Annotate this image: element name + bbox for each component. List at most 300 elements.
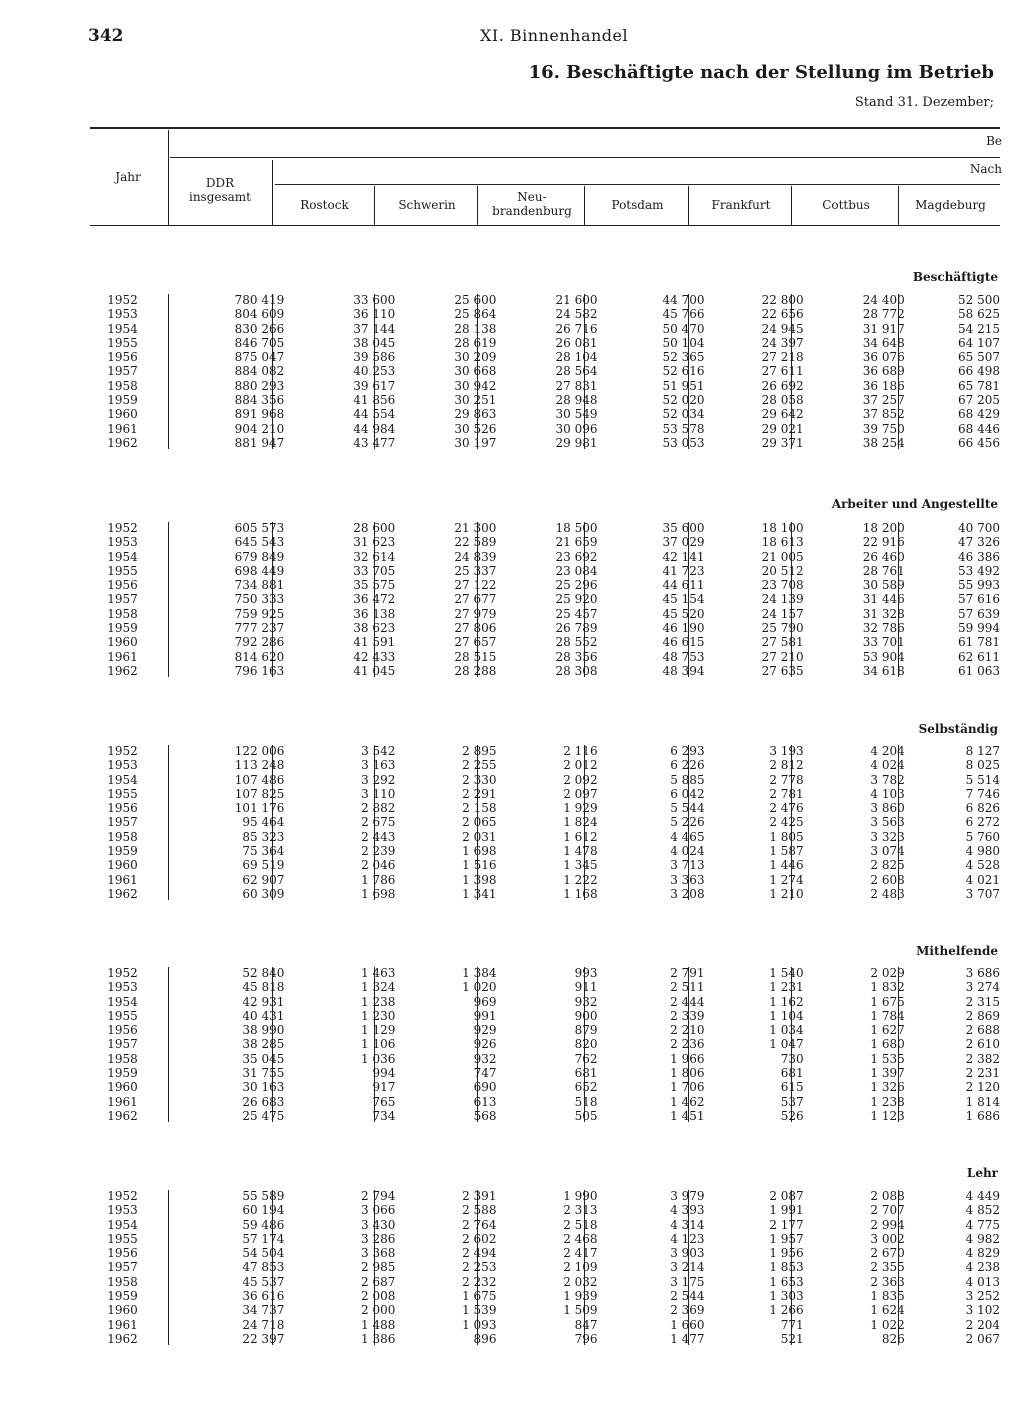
year-cell: 1956 <box>107 578 138 593</box>
value-cell: 31 328 <box>862 606 905 621</box>
value-cell: 55 589 <box>242 1189 285 1203</box>
value-cell: 2 067 <box>965 1331 1000 1346</box>
year-cell: 1955 <box>107 1231 138 1246</box>
table-row <box>90 621 1000 635</box>
value-cell: 41 723 <box>662 563 705 578</box>
value-cell: 2 065 <box>462 815 497 830</box>
year-cell: 1960 <box>107 858 138 873</box>
value-cell: 107 486 <box>234 772 285 787</box>
value-cell: 2 092 <box>563 772 598 787</box>
year-cell: 1962 <box>107 1108 138 1123</box>
value-cell: 52 034 <box>662 407 705 422</box>
value-cell: 1 966 <box>670 1051 705 1066</box>
value-cell: 27 979 <box>454 606 497 621</box>
value-cell: 42 141 <box>662 549 705 564</box>
value-cell: 18 200 <box>862 521 905 535</box>
value-cell: 1 123 <box>870 1108 905 1123</box>
value-cell: 53 492 <box>958 563 1000 578</box>
value-cell: 1 535 <box>870 1051 905 1066</box>
value-cell: 2 670 <box>870 1246 905 1261</box>
value-cell: 30 589 <box>862 578 905 593</box>
value-cell: 5 885 <box>670 772 705 787</box>
value-cell: 884 082 <box>234 364 285 379</box>
value-cell: 1 957 <box>769 1231 804 1246</box>
value-cell: 1 539 <box>462 1303 497 1318</box>
year-cell: 1958 <box>107 1051 138 1066</box>
value-cell: 2 291 <box>462 786 497 801</box>
value-cell: 3 713 <box>670 858 705 873</box>
value-cell: 8 025 <box>965 758 1000 773</box>
value-cell: 796 163 <box>234 663 285 678</box>
table-row <box>90 535 1000 549</box>
year-cell: 1961 <box>107 421 138 436</box>
value-cell: 568 <box>473 1108 497 1123</box>
value-cell: 30 251 <box>454 393 497 408</box>
value-cell: 917 <box>372 1080 396 1095</box>
value-cell: 690 <box>473 1080 497 1095</box>
value-cell: 820 <box>574 1037 598 1052</box>
value-cell: 615 <box>780 1080 804 1095</box>
value-cell: 3 214 <box>670 1260 705 1275</box>
value-cell: 2 355 <box>870 1260 905 1275</box>
value-cell: 1 660 <box>670 1317 705 1332</box>
value-cell: 32 786 <box>862 621 905 636</box>
value-cell: 750 333 <box>234 592 285 607</box>
value-cell: 38 990 <box>242 1023 285 1038</box>
value-cell: 1 686 <box>965 1108 1000 1123</box>
value-cell: 1 446 <box>769 858 804 873</box>
value-cell: 1 814 <box>965 1094 1000 1109</box>
section-title-selbstaendig: Selbständig <box>918 722 998 736</box>
value-cell: 1 929 <box>563 801 598 816</box>
year-cell: 1957 <box>107 815 138 830</box>
table-row <box>90 1080 1000 1094</box>
value-cell: 3 430 <box>361 1217 396 1232</box>
value-cell: 66 498 <box>958 364 1000 379</box>
table-row <box>90 1232 1000 1246</box>
year-cell: 1960 <box>107 1080 138 1095</box>
table-row <box>90 873 1000 887</box>
value-cell: 605 573 <box>234 521 285 535</box>
value-cell: 45 520 <box>662 606 705 621</box>
value-cell: 1 047 <box>769 1037 804 1052</box>
value-cell: 36 110 <box>353 307 396 322</box>
value-cell: 747 <box>473 1066 497 1081</box>
value-cell: 3 368 <box>361 1246 396 1261</box>
value-cell: 34 618 <box>862 663 905 678</box>
value-cell: 2 097 <box>563 786 598 801</box>
value-cell: 38 623 <box>353 621 396 636</box>
section-table-beschaeftigte <box>90 293 1000 450</box>
value-cell: 537 <box>780 1094 804 1109</box>
value-cell: 54 504 <box>242 1246 285 1261</box>
value-cell: 28 288 <box>454 663 497 678</box>
value-cell: 25 920 <box>555 592 598 607</box>
value-cell: 2 882 <box>361 801 396 816</box>
value-cell: 38 285 <box>242 1037 285 1052</box>
value-cell: 1 784 <box>870 1008 905 1023</box>
year-cell: 1952 <box>107 1189 138 1203</box>
value-cell: 1 022 <box>870 1317 905 1332</box>
year-cell: 1962 <box>107 435 138 450</box>
value-cell: 31 755 <box>242 1066 285 1081</box>
value-cell: 22 656 <box>761 307 804 322</box>
year-cell: 1961 <box>107 649 138 664</box>
value-cell: 2 255 <box>462 758 497 773</box>
value-cell: 39 586 <box>353 350 396 365</box>
value-cell: 926 <box>473 1037 497 1052</box>
value-cell: 33 600 <box>353 293 396 307</box>
value-cell: 85 323 <box>242 829 285 844</box>
value-cell: 30 197 <box>454 435 497 450</box>
value-cell: 884 356 <box>234 393 285 408</box>
header-district-label: Rostock <box>300 198 349 212</box>
value-cell: 2 109 <box>563 1260 598 1275</box>
value-cell: 95 464 <box>242 815 285 830</box>
table-row <box>90 550 1000 564</box>
year-cell: 1960 <box>107 407 138 422</box>
year-cell: 1954 <box>107 1217 138 1232</box>
year-cell: 1954 <box>107 321 138 336</box>
value-cell: 43 477 <box>353 435 396 450</box>
header-divider-1 <box>374 186 375 225</box>
section-title-lehr: Lehr <box>966 1166 998 1180</box>
value-cell: 3 542 <box>361 744 396 758</box>
value-cell: 1 036 <box>361 1051 396 1066</box>
value-cell: 969 <box>473 994 497 1009</box>
value-cell: 1 230 <box>361 1008 396 1023</box>
header-divider-2 <box>477 186 478 225</box>
year-cell: 1955 <box>107 563 138 578</box>
year-cell: 1958 <box>107 606 138 621</box>
value-cell: 68 429 <box>958 407 1000 422</box>
year-cell: 1956 <box>107 801 138 816</box>
table-row <box>90 521 1000 535</box>
value-cell: 46 190 <box>662 621 705 636</box>
value-cell: 41 856 <box>353 393 396 408</box>
value-cell: 804 609 <box>234 307 285 322</box>
table-row <box>90 592 1000 606</box>
value-cell: 2 239 <box>361 844 396 859</box>
value-cell: 1 020 <box>462 980 497 995</box>
value-cell: 2 046 <box>361 858 396 873</box>
value-cell: 6 226 <box>670 758 705 773</box>
section-title-mithelfende: Mithelfende <box>916 944 998 958</box>
value-cell: 1 478 <box>563 844 598 859</box>
value-cell: 734 <box>372 1108 396 1123</box>
value-cell: 25 296 <box>555 578 598 593</box>
header-district-magdeburg <box>901 198 1000 212</box>
table-row <box>90 1275 1000 1289</box>
table-row <box>90 436 1000 450</box>
header-district-label: Neu- <box>517 190 547 204</box>
value-cell: 28 058 <box>761 393 804 408</box>
value-cell: 1 698 <box>462 844 497 859</box>
value-cell: 2 588 <box>462 1203 497 1218</box>
value-cell: 28 104 <box>555 350 598 365</box>
value-cell: 2 985 <box>361 1260 396 1275</box>
value-cell: 6 272 <box>965 815 1000 830</box>
value-cell: 44 611 <box>662 578 705 593</box>
value-cell: 30 526 <box>454 421 497 436</box>
table-row <box>90 1095 1000 1109</box>
header-divider-3 <box>584 186 585 225</box>
header-district-potsdam <box>587 198 688 212</box>
value-cell: 1 462 <box>670 1094 705 1109</box>
value-cell: 5 514 <box>965 772 1000 787</box>
header-divider-4 <box>688 186 689 225</box>
year-cell: 1953 <box>107 307 138 322</box>
value-cell: 47 853 <box>242 1260 285 1275</box>
value-cell: 1 806 <box>670 1066 705 1081</box>
value-cell: 69 519 <box>242 858 285 873</box>
value-cell: 1 706 <box>670 1080 705 1095</box>
value-cell: 26 789 <box>555 621 598 636</box>
value-cell: 101 176 <box>234 801 285 816</box>
value-cell: 2 158 <box>462 801 497 816</box>
value-cell: 2 012 <box>563 758 598 773</box>
header-ddr <box>180 176 260 204</box>
year-cell: 1952 <box>107 521 138 535</box>
value-cell: 33 701 <box>862 635 905 650</box>
value-cell: 8 127 <box>965 744 1000 758</box>
table-row <box>90 830 1000 844</box>
value-cell: 762 <box>574 1051 598 1066</box>
value-cell: 50 470 <box>662 321 705 336</box>
table-row <box>90 1218 1000 1232</box>
value-cell: 896 <box>473 1331 497 1346</box>
value-cell: 4 449 <box>965 1189 1000 1203</box>
table-row <box>90 1189 1000 1203</box>
value-cell: 3 193 <box>769 744 804 758</box>
value-cell: 5 226 <box>670 815 705 830</box>
value-cell: 991 <box>473 1008 497 1023</box>
value-cell: 505 <box>574 1108 598 1123</box>
value-cell: 36 472 <box>353 592 396 607</box>
value-cell: 1 341 <box>462 886 497 901</box>
table-row <box>90 1037 1000 1051</box>
table-row <box>90 407 1000 421</box>
value-cell: 1 106 <box>361 1037 396 1052</box>
value-cell: 2 602 <box>462 1231 497 1246</box>
value-cell: 3 292 <box>361 772 396 787</box>
table-row <box>90 1303 1000 1317</box>
value-cell: 122 006 <box>234 744 285 758</box>
value-cell: 679 849 <box>234 549 285 564</box>
table-row <box>90 564 1000 578</box>
value-cell: 3 979 <box>670 1189 705 1203</box>
value-cell: 2 417 <box>563 1246 598 1261</box>
value-cell: 4 021 <box>965 872 1000 887</box>
value-cell: 23 084 <box>555 563 598 578</box>
value-cell: 25 864 <box>454 307 497 322</box>
year-cell: 1953 <box>107 1203 138 1218</box>
year-cell: 1957 <box>107 592 138 607</box>
table-header-bottom-rule <box>90 225 1000 226</box>
value-cell: 734 881 <box>234 578 285 593</box>
header-divider-5 <box>791 186 792 225</box>
value-cell: 28 948 <box>555 393 598 408</box>
value-cell: 65 507 <box>958 350 1000 365</box>
year-cell: 1956 <box>107 1246 138 1261</box>
value-cell: 994 <box>372 1066 396 1081</box>
value-cell: 1 222 <box>563 872 598 887</box>
value-cell: 62 611 <box>958 649 1000 664</box>
value-cell: 1 824 <box>563 815 598 830</box>
value-cell: 3 323 <box>870 829 905 844</box>
value-cell: 1 832 <box>870 980 905 995</box>
value-cell: 904 210 <box>234 421 285 436</box>
value-cell: 3 903 <box>670 1246 705 1261</box>
value-cell: 1 956 <box>769 1246 804 1261</box>
year-cell: 1957 <box>107 1037 138 1052</box>
value-cell: 3 002 <box>870 1231 905 1246</box>
value-cell: 57 174 <box>242 1231 285 1246</box>
value-cell: 1 266 <box>769 1303 804 1318</box>
value-cell: 59 994 <box>958 621 1000 636</box>
value-cell: 5 544 <box>670 801 705 816</box>
value-cell: 47 326 <box>958 535 1000 550</box>
value-cell: 4 980 <box>965 844 1000 859</box>
value-cell: 2 869 <box>965 1008 1000 1023</box>
value-cell: 60 194 <box>242 1203 285 1218</box>
year-cell: 1957 <box>107 1260 138 1275</box>
value-cell: 4 123 <box>670 1231 705 1246</box>
table-row <box>90 773 1000 787</box>
value-cell: 681 <box>574 1066 598 1081</box>
value-cell: 21 005 <box>761 549 804 564</box>
value-cell: 652 <box>574 1080 598 1095</box>
table-row <box>90 966 1000 980</box>
value-cell: 1 238 <box>870 1094 905 1109</box>
header-ddr-line2: insgesamt <box>188 190 252 204</box>
value-cell: 50 104 <box>662 335 705 350</box>
year-cell: 1953 <box>107 535 138 550</box>
value-cell: 1 675 <box>870 994 905 1009</box>
value-cell: 37 852 <box>862 407 905 422</box>
value-cell: 1 516 <box>462 858 497 873</box>
year-cell: 1955 <box>107 786 138 801</box>
value-cell: 792 286 <box>234 635 285 650</box>
value-cell: 6 293 <box>670 744 705 758</box>
section-table-selbstaendig <box>90 744 1000 901</box>
value-cell: 3 110 <box>361 786 396 801</box>
year-cell: 1962 <box>107 1331 138 1346</box>
value-cell: 48 394 <box>662 663 705 678</box>
value-cell: 4 013 <box>965 1274 1000 1289</box>
value-cell: 37 144 <box>353 321 396 336</box>
value-cell: 2 253 <box>462 1260 497 1275</box>
year-cell: 1952 <box>107 966 138 980</box>
value-cell: 4 024 <box>870 758 905 773</box>
value-cell: 1 168 <box>563 886 598 901</box>
value-cell: 1 210 <box>769 886 804 901</box>
value-cell: 2 088 <box>870 1189 905 1203</box>
year-cell: 1955 <box>107 335 138 350</box>
value-cell: 1 238 <box>361 994 396 1009</box>
value-cell: 67 205 <box>958 393 1000 408</box>
value-cell: 826 <box>881 1331 905 1346</box>
table-row <box>90 293 1000 307</box>
value-cell: 4 775 <box>965 1217 1000 1232</box>
value-cell: 932 <box>473 1051 497 1066</box>
header-district-schwerin <box>377 198 477 212</box>
value-cell: 1 509 <box>563 1303 598 1318</box>
value-cell: 24 945 <box>761 321 804 336</box>
value-cell: 28 552 <box>555 635 598 650</box>
table-row <box>90 1066 1000 1080</box>
value-cell: 59 486 <box>242 1217 285 1232</box>
value-cell: 75 364 <box>242 844 285 859</box>
table-row <box>90 364 1000 378</box>
value-cell: 2 778 <box>769 772 804 787</box>
year-cell: 1962 <box>107 663 138 678</box>
value-cell: 41 591 <box>353 635 396 650</box>
table-row <box>90 578 1000 592</box>
value-cell: 24 582 <box>555 307 598 322</box>
value-cell: 24 157 <box>761 606 804 621</box>
value-cell: 1 231 <box>769 980 804 995</box>
value-cell: 4 204 <box>870 744 905 758</box>
value-cell: 2 231 <box>965 1066 1000 1081</box>
value-cell: 57 639 <box>958 606 1000 621</box>
year-cell: 1952 <box>107 293 138 307</box>
value-cell: 2 610 <box>965 1037 1000 1052</box>
value-cell: 68 446 <box>958 421 1000 436</box>
value-cell: 1 129 <box>361 1023 396 1038</box>
value-cell: 28 619 <box>454 335 497 350</box>
value-cell: 5 760 <box>965 829 1000 844</box>
value-cell: 2 087 <box>769 1189 804 1203</box>
table-row <box>90 787 1000 801</box>
value-cell: 39 750 <box>862 421 905 436</box>
value-cell: 3 286 <box>361 1231 396 1246</box>
value-cell: 29 642 <box>761 407 804 422</box>
year-cell: 1953 <box>107 980 138 995</box>
value-cell: 1 386 <box>361 1331 396 1346</box>
value-cell: 1 324 <box>361 980 396 995</box>
value-cell: 20 512 <box>761 563 804 578</box>
value-cell: 777 237 <box>234 621 285 636</box>
value-cell: 526 <box>780 1108 804 1123</box>
value-cell: 1 853 <box>769 1260 804 1275</box>
value-cell: 24 718 <box>242 1317 285 1332</box>
value-cell: 57 616 <box>958 592 1000 607</box>
value-cell: 26 081 <box>555 335 598 350</box>
header-district-label-line2: brandenburg <box>492 204 572 218</box>
year-cell: 1959 <box>107 393 138 408</box>
value-cell: 36 076 <box>862 350 905 365</box>
value-cell: 1 805 <box>769 829 804 844</box>
value-cell: 28 772 <box>862 307 905 322</box>
value-cell: 1 835 <box>870 1289 905 1304</box>
value-cell: 2 483 <box>870 886 905 901</box>
value-cell: 52 365 <box>662 350 705 365</box>
table-row <box>90 1052 1000 1066</box>
value-cell: 2 468 <box>563 1231 598 1246</box>
value-cell: 30 942 <box>454 378 497 393</box>
value-cell: 3 782 <box>870 772 905 787</box>
value-cell: 64 107 <box>958 335 1000 350</box>
value-cell: 40 253 <box>353 364 396 379</box>
value-cell: 26 460 <box>862 549 905 564</box>
value-cell: 2 608 <box>870 872 905 887</box>
value-cell: 28 356 <box>555 649 598 664</box>
value-cell: 518 <box>574 1094 598 1109</box>
section-table-lehr <box>90 1189 1000 1346</box>
value-cell: 879 <box>574 1023 598 1038</box>
value-cell: 36 186 <box>862 378 905 393</box>
